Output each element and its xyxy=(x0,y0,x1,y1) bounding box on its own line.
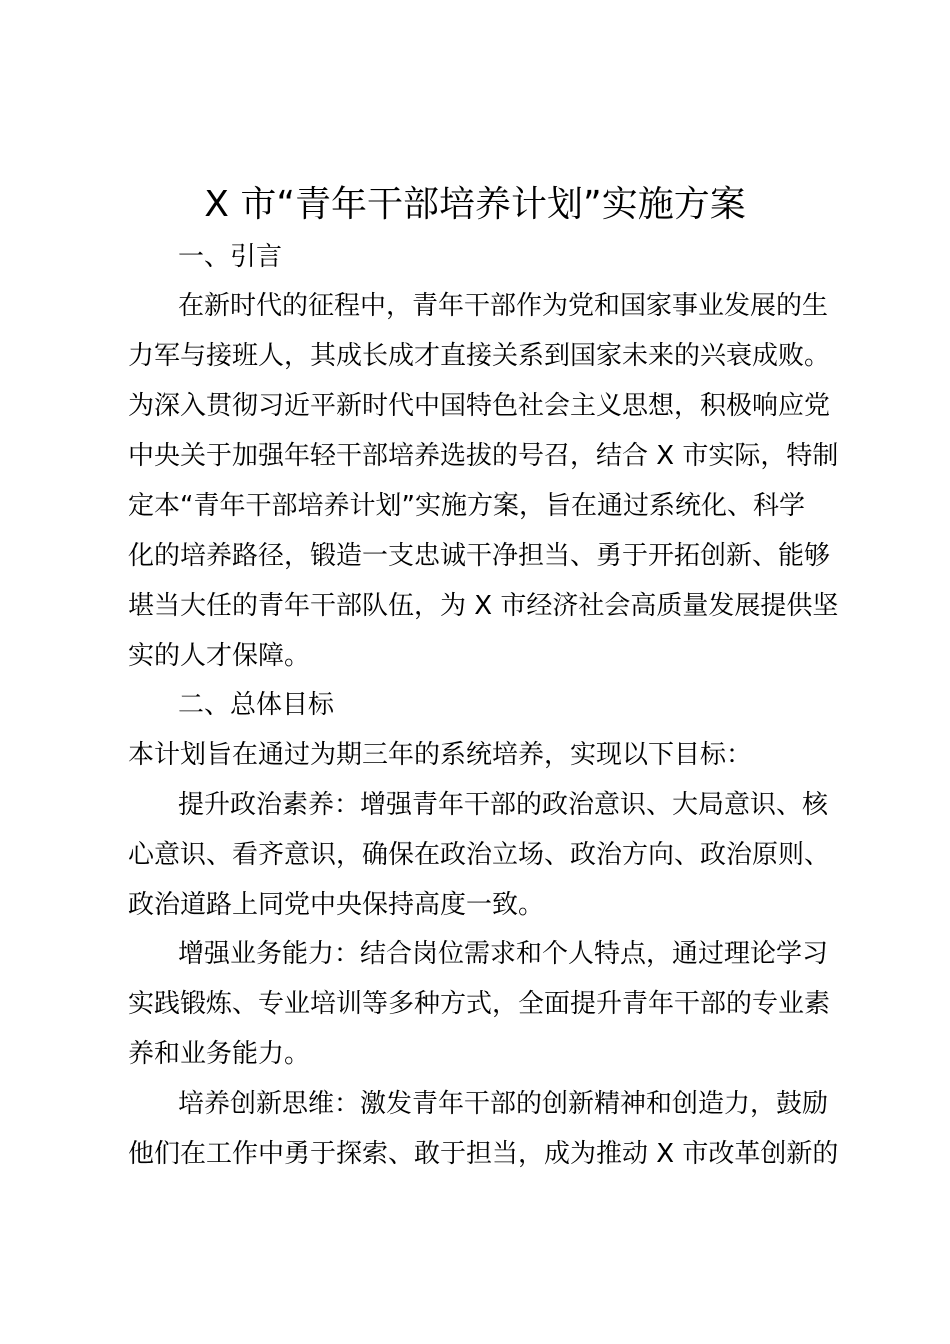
intro-line: 实的人才保障。 xyxy=(128,641,311,671)
goals-intro-line: 本计划旨在通过为期三年的系统培养，实现以下目标： xyxy=(128,740,753,770)
goal-innovation-line: 他们在工作中勇于探索、敢于担当，成为推动 X 市改革创新的 xyxy=(128,1139,839,1169)
goal-business-line: 增强业务能力：结合岗位需求和个人特点，通过理论学习 xyxy=(178,939,829,969)
intro-line: 为深入贯彻习近平新时代中国特色社会主义思想，积极响应党 xyxy=(128,391,831,421)
document-title: X 市“青年干部培养计划”实施方案 xyxy=(204,184,746,225)
intro-line: 堪当大任的青年干部队伍，为 X 市经济社会高质量发展提供坚 xyxy=(128,591,839,621)
goal-business-line: 养和业务能力。 xyxy=(128,1039,311,1069)
goal-business-line: 实践锻炼、专业培训等多种方式，全面提升青年干部的专业素 xyxy=(128,989,831,1019)
goal-innovation-line: 培养创新思维：激发青年干部的创新精神和创造力，鼓励 xyxy=(178,1089,829,1119)
section-heading-introduction: 一、引言 xyxy=(178,242,283,272)
goal-political-line: 心意识、看齐意识，确保在政治立场、政治方向、政治原则、 xyxy=(128,840,831,870)
intro-line: 中央关于加强年轻干部培养选拔的号召，结合 X 市实际，特制 xyxy=(128,441,839,471)
intro-line: 化的培养路径，锻造一支忠诚干净担当、勇于开拓创新、能够 xyxy=(128,541,831,571)
section-heading-overall-goals: 二、总体目标 xyxy=(178,690,335,720)
intro-line: 在新时代的征程中，青年干部作为党和国家事业发展的生 xyxy=(178,291,829,321)
intro-line: 力军与接班人，其成长成才直接关系到国家未来的兴衰成败。 xyxy=(128,341,831,371)
intro-line: 定本“青年干部培养计划”实施方案，旨在通过系统化、科学 xyxy=(128,491,805,521)
goal-political-line: 提升政治素养：增强青年干部的政治意识、大局意识、核 xyxy=(178,790,829,820)
goal-political-line: 政治道路上同党中央保持高度一致。 xyxy=(128,890,545,920)
